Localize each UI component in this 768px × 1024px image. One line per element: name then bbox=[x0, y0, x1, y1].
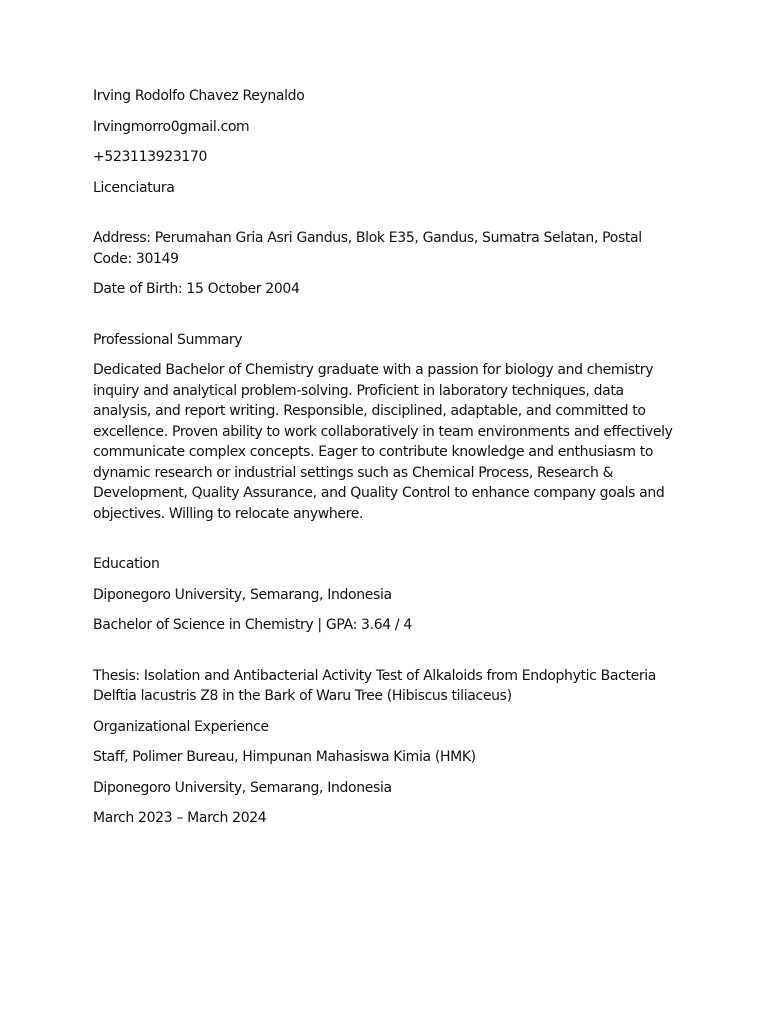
organizational-role: Staff, Polimer Bureau, Himpunan Mahasiswa Kimia (HMK) bbox=[93, 749, 476, 765]
education-heading: Education bbox=[93, 556, 160, 572]
contact-email: Irvingmorro0gmail.com bbox=[93, 118, 250, 135]
resume-document bbox=[93, 86, 673, 829]
organizational-heading: Organizational Experience bbox=[93, 718, 269, 735]
address: Address: Perumahan Gria Asri Gandus, Blok E35, Gandus, Sumatra Selatan, Postal Code: 30149 bbox=[93, 230, 642, 267]
education-degree: Bachelor of Science in Chemistry | GPA: 3.64 / 4 bbox=[93, 617, 412, 633]
organizational-period: March 2023 – March 2024 bbox=[93, 810, 267, 826]
contact-phone: +523113923170 bbox=[93, 149, 208, 165]
organizational-institution: Diponegoro University, Semarang, Indonesia bbox=[93, 779, 392, 796]
education-thesis: Thesis: Isolation and Antibacterial Activity Test of Alkaloids from Endophytic Bacteria Delftia lacustris Z8 in the Bark of Waru Tree (Hibiscus tiliaceus) bbox=[93, 667, 657, 704]
contact-name: Irving Rodolfo Chavez Reynaldo bbox=[93, 88, 305, 104]
date-of-birth: Date of Birth: 15 October 2004 bbox=[93, 281, 300, 297]
education-institution: Diponegoro University, Semarang, Indonesia bbox=[93, 586, 392, 603]
summary-heading: Professional Summary bbox=[93, 331, 243, 348]
degree-level: Licenciatura bbox=[93, 179, 175, 196]
summary-text: Dedicated Bachelor of Chemistry graduate with a passion for biology and chemistry inquiry and analytical problem-solving. Proficient in laboratory techniques, data analysis, and report writing. Responsible, disciplined, adaptable, and committed to excellence. Proven ability to work collaboratively in team environments and effectively communicate complex concepts. Eager to contribute knowledge and enthusiasm to dynamic research or industrial settings such as Chemical Process, Research & Development, Quality Assurance, and Quality Control to enhance company goals and objectives. Willing to relocate anywhere. bbox=[93, 362, 673, 522]
